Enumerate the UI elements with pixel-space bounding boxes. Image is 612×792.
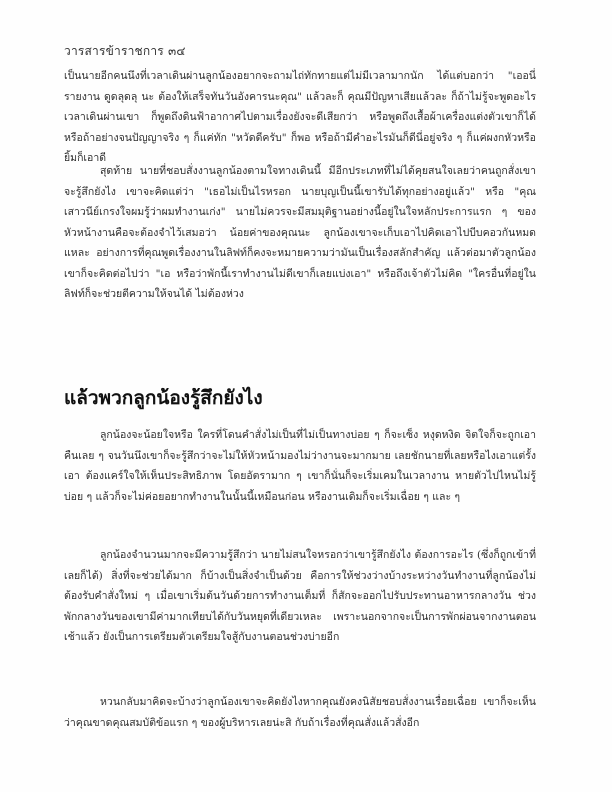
body-paragraph: ลูกน้องจะน้อยใจหรือ ใครที่โดนคำสั่งไม่เป็นที่ไม่เป็นทางบ่อย ๆ ก็จะเซ็ง หงุดหงิด จิตใจก็จะถูกเอาคืนเลย ๆ จนวันนึงเขาก็จะรู้สึกว่าจะไม่ให้หัวหน้ามองไม่ว่างานจะมากมาย เลยชักนายที่เลยหรือไงเอาแต่รั้งเอา ต้องแคร์ใจให้เห็นประสิทธิภาพ โดยอัตรามาก ๆ เขาก็นั่นก็จะเริ่มเคมในเวลางาน หายตัวไปไหนไม่รู้บ่อย ๆ แล้วก็จะไม่ค่อยอยากทำงานในนั้นนี้เหมือนก่อน หรืองานเดิมก็จะเริ่มเฉื่อย ๆ และ ๆ	[64, 429, 536, 503]
paragraph-continued	[64, 66, 536, 169]
section-heading: แล้วพวกลูกน้องรู้สึกยังไง	[64, 387, 263, 409]
body-paragraph: สุดท้าย นายที่ชอบสั่งงานลูกน้องตามใจทางเดินนี้ มีอีกประเภทที่ไม่ได้คุยสนใจเลยว่าคนถูกสั่งเขาจะรู้สึกยังไง เขาจะคิดแต่ว่า "เธอไม่เป็นไรหรอก นายบุญเป็นนี้เขารับได้ทุกอย่างอยู่แล้ว" หรือ "คุณเสาวนีย์เกรงใจผมรู้ว่าผมทำงานเก่ง" นายไม่ควรจะมีสมมุติฐานอย่างนี้อยู่ในใจหลักประการแรก ๆ ของหัวหน้างานคือจะต้องจำไว้เสมอว่า น้อยค่าของคุณนะ ลูกน้องเขาจะเก็บเอาไปคิดเอาไปบีบคอวกันหมดแหละ อย่างการที่คุณพูดเรื่องงานในลิฟท์ก็คงจะหมายความว่ามันเป็นเรื่องสลักสำคัญ แล้วต่อมาตัวลูกน้องเขาก็จะคิดต่อไปว่า "เอ หรือว่าพักนี้เราทำงานไม่ดีเขาก็เลยแบ่งเอา" หรือถึงเจ้าตัวไม่คิด "ใครอื่นที่อยู่ในลิฟท์ก็จะช่วยตีความให้จนได้ ไม่ต้องห่วง	[64, 165, 536, 300]
paragraph-block	[64, 692, 536, 733]
paragraph-block	[64, 161, 536, 305]
paragraph-block	[64, 425, 536, 507]
body-paragraph: ลูกน้องจำนวนมากจะมีความรู้สึกว่า นายไม่สนใจหรอกว่าเขารู้สึกยังไง ต้องการอะไร (ซึ่งก็ถูกเข้าที่เลยก็ได้) สิ่งที่จะช่วยได้มาก ก็บ้างเป็นสิ่งจำเป็นด้วย คือการให้ช่วงว่างบ้างระหว่างวันทำงานที่ลูกน้องไม่ต้องรับคำสั่งใหม่ ๆ เมื่อเขาเริ่มต้นวันด้วยการทำงานเต็มที่ ก็สักจะออกไปรับประทานอาหารกลางวัน ช่วงพักกลางวันของเขามีค่ามากเทียบได้กับวันหยุดที่เดียวเหละ เพราะนอกจากจะเป็นการพักผ่อนจากงานตอนเช้าแล้ว ยังเป็นการเตรียมตัวเตรียมใจสู้กับงานตอนช่วงบ่ายอีก	[64, 549, 536, 643]
running-header: วารสารข้าราชการ ๓๔	[64, 44, 186, 58]
body-paragraph: หวนกลับมาคิดจะบ้างว่าลูกน้องเขาจะคิดยังไงหากคุณยังคงนิสัยชอบสั่งงานเรื่อยเฉื่อย เขาก็จะเห็นว่าคุณขาดคุณสมบัติข้อแรก ๆ ของผู้บริหารเลยน่ะสิ กับถ้าเรื่องที่คุณสั่งแล้วสั่งอีก	[64, 696, 536, 729]
body-paragraph: เป็นนายอีกคนนึงที่เวลาเดินผ่านลูกน้องอยากจะถามไถ่ทักทายแต่ไม่มีเวลามากนัก ได้แต่บอกว่า "เออนี่ รายงาน ดูดลุดลุ นะ ต้องให้เสร็จทันวันอังคารนะคุณ" แล้วละก็ คุณมีปัญหาเสียแล้วละ ก็ถ้าไม่รู้จะพูดอะไรเวลาเดินผ่านเขา ก็พูดถึงดินฟ้าอากาศไปตามเรื่องยังจะดีเสียกว่า หรือพูดถึงเสื้อผ้าเครื่องแต่งตัวเขาก็ได้ หรือถ้าอย่างจนปัญญาจริง ๆ ก็แค่ทัก "หวัดดีครับ" ก็พอ หรือถ้ามีคำอะไรมันก็ดีนี่อยู่จริง ๆ ก็แค่ผงกหัวหรือยิ้มก็เอาดี	[64, 70, 536, 164]
paragraph-block	[64, 545, 536, 648]
